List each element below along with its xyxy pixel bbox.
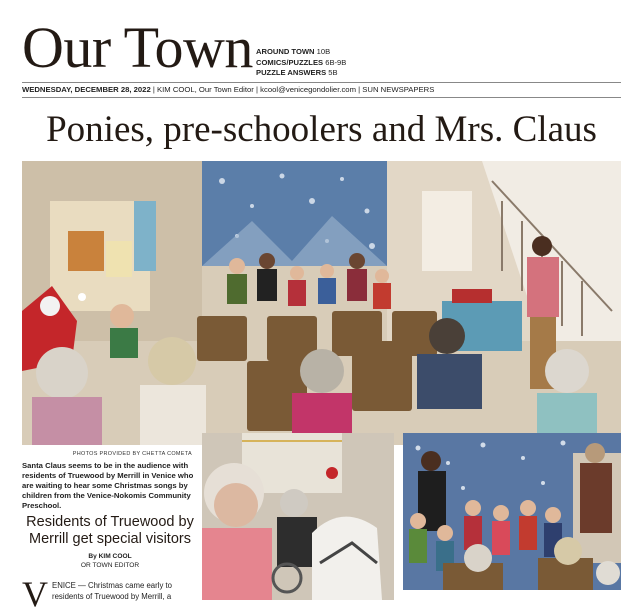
author-role: OR TOWN EDITOR bbox=[80, 562, 140, 569]
article-headline: Ponies, pre-schoolers and Mrs. Claus bbox=[46, 109, 597, 150]
editor-name: KIM COOL, Our Town Editor bbox=[157, 85, 254, 94]
dateline: WEDNESDAY, DECEMBER 28, 2022 | KIM COOL, Our Town Editor | kcool@venicegondolier.com | SUN NEWSPAPERS bbox=[22, 85, 435, 94]
article-body: ENICE — Christmas came early to residents of Truewood by Merrill, a bbox=[52, 581, 173, 601]
section-title: Our Town bbox=[22, 15, 253, 80]
publisher-name: SUN NEWSPAPERS bbox=[362, 85, 435, 94]
index-item: PUZZLE ANSWERS 5B bbox=[256, 68, 338, 77]
main-photo-residents-and-santa bbox=[22, 161, 621, 445]
section-index bbox=[256, 47, 346, 79]
rule-divider bbox=[22, 97, 621, 98]
photo-preschool-children bbox=[403, 433, 621, 590]
byline bbox=[22, 552, 198, 570]
issue-date: WEDNESDAY, DECEMBER 28, 2022 bbox=[22, 85, 151, 94]
index-item: COMICS/PUZZLES 6B-9B bbox=[256, 57, 347, 67]
photo-caption: Santa Claus seems to be in the audience with residents of Truewood by Merrill in Venice who are waiting to hear some Christmas songs by children from the Venice-Nokomis Community Preschool. bbox=[22, 461, 194, 510]
photo-credit: PHOTOS PROVIDED BY CHETTA COMETA bbox=[72, 451, 192, 457]
index-item: AROUND TOWN 10B bbox=[256, 47, 331, 56]
article-subhead: Residents of Truewood by Merrill get special visitors bbox=[26, 514, 194, 547]
rule-divider bbox=[22, 82, 621, 83]
drop-cap: V bbox=[22, 574, 48, 614]
author-name: By KIM COOL bbox=[88, 553, 132, 560]
editor-email[interactable]: kcool@venicegondolier.com bbox=[260, 85, 356, 94]
photo-pony-visit bbox=[202, 433, 394, 600]
